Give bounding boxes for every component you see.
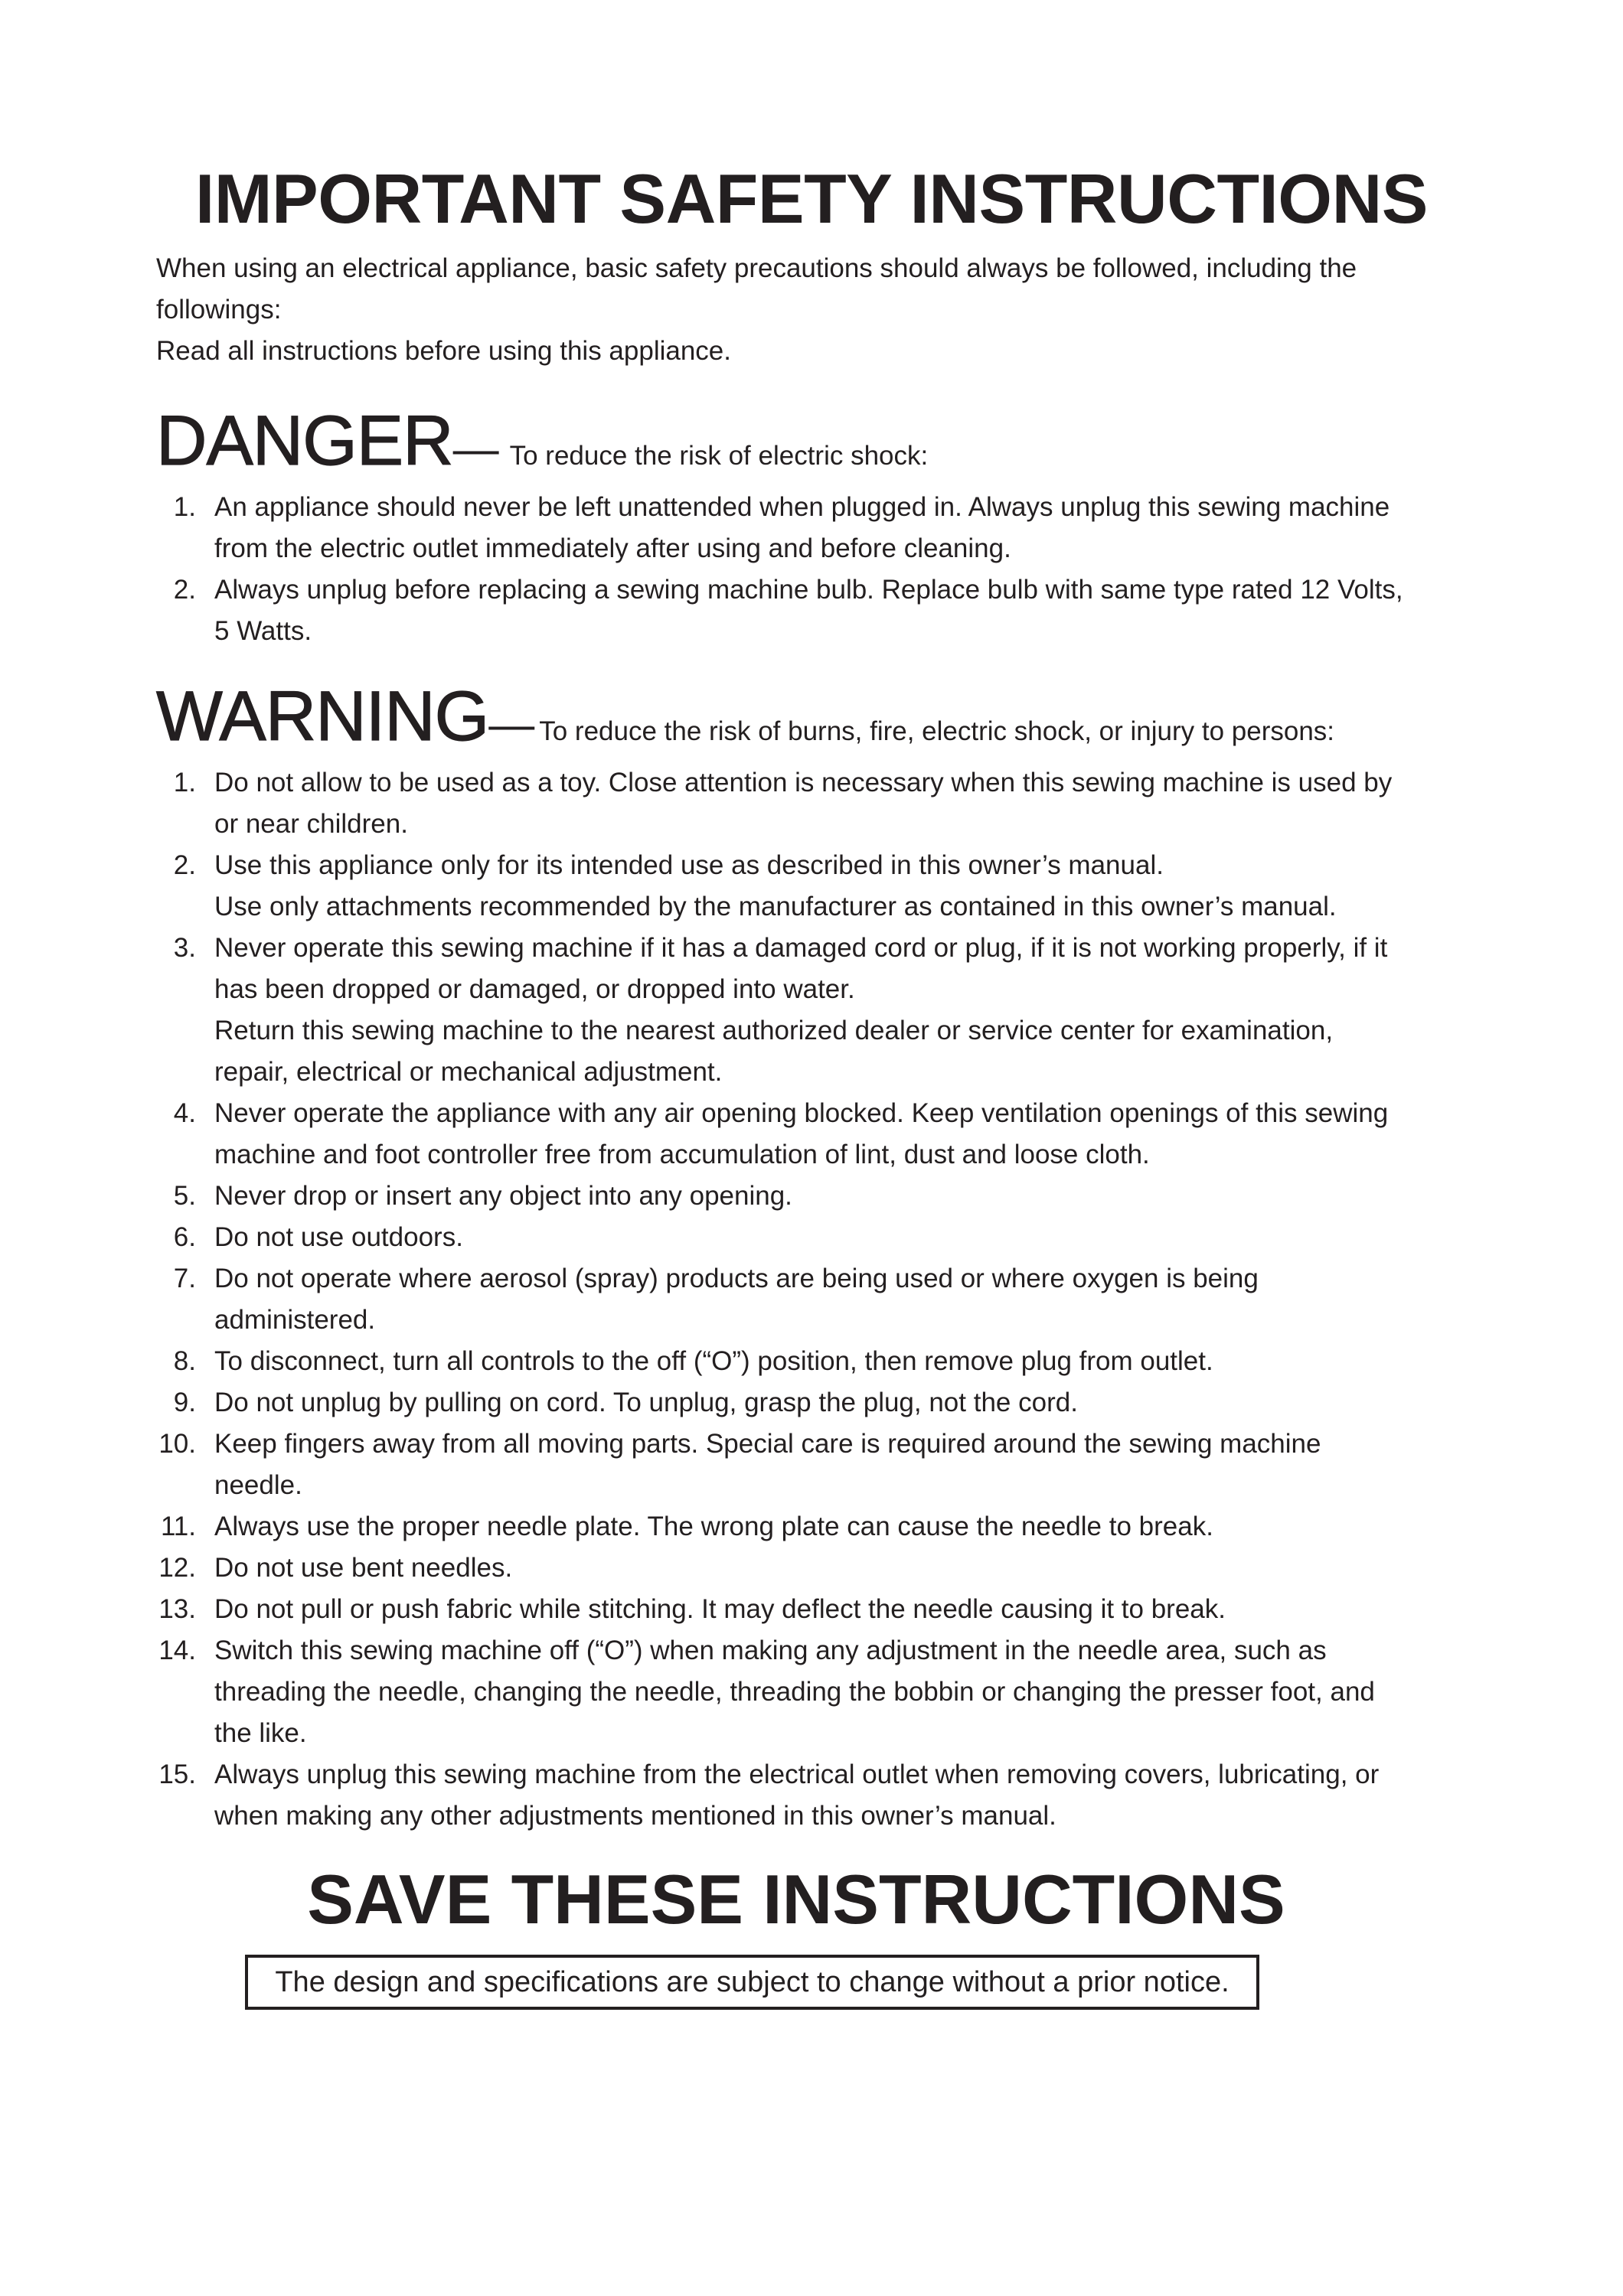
list-item-text: or near children.	[214, 809, 408, 839]
list-item	[156, 1424, 1458, 1506]
list-item-text: Keep fingers away from all moving parts. Special care is required around the sewing machine	[214, 1429, 1321, 1459]
list-item	[156, 487, 1458, 569]
list-item	[156, 762, 1458, 845]
list-item-number: 1.	[173, 768, 196, 797]
warning-subtitle: To reduce the risk of burns, fire, electric shock, or injury to persons:	[539, 716, 1335, 746]
list-item-number: 7.	[173, 1264, 196, 1293]
danger-subtitle: To reduce the risk of electric shock:	[509, 441, 929, 471]
specification-notice: The design and specifications are subject to change without a prior notice.	[245, 1955, 1259, 2010]
list-item-text: Do not pull or push fabric while stitching. It may deflect the needle causing it to break.	[214, 1594, 1226, 1624]
list-item-text: from the electric outlet immediately after using and before cleaning.	[214, 533, 1011, 563]
list-item-number: 2.	[173, 575, 196, 605]
list-item-number: 11.	[160, 1512, 196, 1541]
list-item	[156, 1589, 1458, 1630]
danger-list	[156, 487, 1458, 652]
list-item-text: Use this appliance only for its intended use as described in this owner’s manual.	[214, 850, 1164, 880]
list-item-number: 6.	[173, 1222, 196, 1252]
list-item	[156, 569, 1458, 652]
list-item-text: An appliance should never be left unattended when plugged in. Always unplug this sewing machine	[214, 492, 1390, 522]
list-item	[156, 1506, 1458, 1548]
list-item-number: 3.	[173, 933, 196, 963]
list-item-text: machine and foot controller free from accumulation of lint, dust and loose cloth.	[214, 1140, 1150, 1169]
list-item-text: Do not operate where aerosol (spray) products are being used or where oxygen is being	[214, 1264, 1259, 1293]
list-item	[156, 1548, 1458, 1589]
intro-paragraph	[156, 248, 1458, 372]
list-item-text: Do not use bent needles.	[214, 1553, 513, 1583]
warning-list	[156, 762, 1458, 1837]
list-item	[156, 845, 1458, 928]
list-item-number: 1.	[173, 492, 196, 522]
list-item	[156, 1754, 1458, 1837]
list-item-text: Always unplug before replacing a sewing machine bulb. Replace bulb with same type rated 12 Volts,	[214, 575, 1403, 605]
list-item-text: Never operate the appliance with any air opening blocked. Keep ventilation openings of this sewing	[214, 1098, 1389, 1128]
list-item	[156, 1341, 1458, 1382]
list-item-text: Do not use outdoors.	[214, 1222, 463, 1252]
list-item	[156, 1217, 1458, 1258]
page-title: IMPORTANT SAFETY INSTRUCTIONS	[194, 161, 1429, 238]
list-item-text: needle.	[214, 1470, 302, 1500]
list-item-number: 5.	[173, 1181, 196, 1211]
warning-heading-dash: —	[488, 699, 535, 750]
list-item-text: threading the needle, changing the needle, threading the bobbin or changing the presser foot, and	[214, 1677, 1375, 1707]
list-item-text: Use only attachments recommended by the manufacturer as contained in this owner’s manual.	[214, 892, 1337, 921]
list-item-text: has been dropped or damaged, or dropped into water.	[214, 974, 855, 1004]
list-item-text: Return this sewing machine to the nearest authorized dealer or service center for examination,	[214, 1016, 1334, 1045]
danger-heading-dash: —	[452, 423, 499, 475]
intro-line: Read all instructions before using this appliance.	[156, 336, 731, 366]
warning-heading-word: WARNING	[156, 677, 489, 755]
list-item	[156, 1258, 1458, 1341]
list-item-text: Always use the proper needle plate. The wrong plate can cause the needle to break.	[214, 1512, 1213, 1541]
list-item-number: 15.	[158, 1760, 196, 1789]
list-item-number: 8.	[173, 1346, 196, 1376]
list-item	[156, 1382, 1458, 1424]
list-item-text: the like.	[214, 1718, 307, 1748]
list-item-text: Always unplug this sewing machine from the electrical outlet when removing covers, lubricating, or	[214, 1760, 1380, 1789]
save-instructions-title: SAVE THESE INSTRUCTIONS	[307, 1861, 1285, 1939]
list-item-text: Never drop or insert any object into any opening.	[214, 1181, 792, 1211]
list-item	[156, 1176, 1458, 1217]
list-item-number: 10.	[158, 1429, 196, 1459]
list-item-number: 2.	[173, 850, 196, 880]
list-item-text: repair, electrical or mechanical adjustment.	[214, 1057, 723, 1087]
list-item	[156, 1630, 1458, 1754]
list-item-number: 9.	[173, 1388, 196, 1417]
list-item-text: administered.	[214, 1305, 376, 1335]
list-item-text: Never operate this sewing machine if it has a damaged cord or plug, if it is not working properly, if it	[214, 933, 1388, 963]
intro-line: When using an electrical appliance, basic safety precautions should always be followed, including the	[156, 253, 1357, 283]
list-item-number: 14.	[158, 1636, 196, 1665]
list-item-text: To disconnect, turn all controls to the off (“O”) position, then remove plug from outlet.	[214, 1346, 1213, 1376]
danger-heading-word: DANGER	[156, 402, 453, 480]
list-item	[156, 1093, 1458, 1176]
list-item-number: 13.	[158, 1594, 196, 1624]
list-item-number: 4.	[173, 1098, 196, 1128]
list-item-number: 12.	[158, 1553, 196, 1583]
intro-line: followings:	[156, 295, 282, 325]
list-item-text: Switch this sewing machine off (“O”) when making any adjustment in the needle area, such as	[214, 1636, 1327, 1665]
list-item-text: Do not unplug by pulling on cord. To unplug, grasp the plug, not the cord.	[214, 1388, 1078, 1417]
list-item-text: 5 Watts.	[214, 616, 312, 646]
list-item-text: when making any other adjustments mentioned in this owner’s manual.	[214, 1801, 1056, 1831]
list-item-text: Do not allow to be used as a toy. Close attention is necessary when this sewing machine is used by	[214, 768, 1393, 797]
list-item	[156, 928, 1458, 1093]
